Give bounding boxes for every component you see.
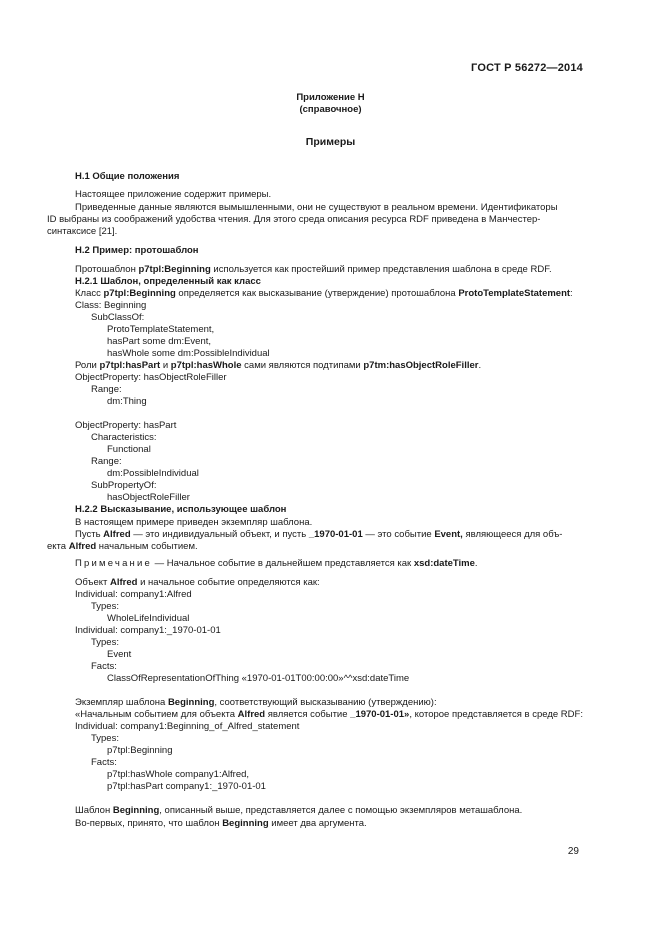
paragraph: В настоящем примере приведен экземпляр шаблона. [75,517,313,528]
paragraph: ID выбраны из соображений удобства чтения. Для этого среда описания ресурса RDF приведена в Манчестер- [47,214,541,225]
code-line: p7tpl:hasPart company1:_1970-01-01 [107,781,266,792]
code-line: SubClassOf: [91,312,145,323]
code-line: Individual: company1:Beginning_of_Alfred_statement [75,721,300,732]
paragraph: Приведенные данные являются вымышленными, они не существуют в реальном времени. Идентификаторы [75,202,558,213]
code-line: Event [107,649,132,660]
appendix-heading: Примеры [305,136,356,148]
code-line: Class: Beginning [75,300,147,311]
code-line: ObjectProperty: hasPart [75,420,177,431]
paragraph: Во-первых, принято, что шаблон Beginning имеет два аргумента. [75,818,367,829]
paragraph: Роли p7tpl:hasPart и p7tpl:hasWhole сами являются подтипами p7tm:hasObjectRoleFiller. [75,360,482,371]
paragraph: Протошаблон p7tpl:Beginning используется как простейший пример представления шаблона в среде RDF. [75,264,552,275]
appendix-title: Приложение Н [296,92,365,103]
appendix-subtitle: (справочное) [299,104,362,115]
code-line: Functional [107,444,151,455]
paragraph: Экземпляр шаблона Beginning, соответствующий высказыванию (утверждению): [75,697,437,708]
code-line: hasPart some dm:Event, [107,336,212,347]
paragraph: синтаксисе [21]. [47,226,118,237]
code-line: p7tpl:Beginning [107,745,173,756]
code-line: Facts: [91,757,117,768]
standard-number: ГОСТ Р 56272—2014 [471,62,583,74]
code-line: ProtoTemplateStatement, [107,324,215,335]
code-line: ClassOfRepresentationOfThing «1970-01-01T00:00:00»^^xsd:dateTime [107,673,410,684]
page-number: 29 [567,846,579,857]
code-line: dm:PossibleIndividual [107,468,199,479]
code-line: Range: [91,456,122,467]
paragraph: Класс p7tpl:Beginning определяется как высказывание (утверждение) протошаблона ProtoTemplateStatement: [75,288,573,299]
code-line: Individual: company1:Alfred [75,589,192,600]
subsection-heading: Н.2.1 Шаблон, определенный как класс [75,276,261,287]
paragraph: Пусть Alfred — это индивидуальный объект, и пусть _1970-01-01 — это событие Event, являющееся для объ- [75,529,563,540]
code-line: ObjectProperty: hasObjectRoleFiller [75,372,227,383]
code-line: Types: [91,733,119,744]
code-line: Facts: [91,661,117,672]
code-line: WholeLifeIndividual [107,613,190,624]
code-line: hasWhole some dm:PossibleIndividual [107,348,270,359]
paragraph: екта Alfred начальным событием. [47,541,198,552]
section-heading: Н.2 Пример: протошаблон [75,245,199,256]
paragraph: Объект Alfred и начальное событие определяются как: [75,577,320,588]
code-line: dm:Thing [107,396,147,407]
code-line: Characteristics: [91,432,157,443]
code-line: Range: [91,384,122,395]
paragraph: Шаблон Beginning, описанный выше, представляется далее с помощью экземпляров меташаблона. [75,805,523,816]
section-heading: Н.1 Общие положения [75,171,180,182]
code-line: Types: [91,637,119,648]
code-line: Individual: company1:_1970-01-01 [75,625,221,636]
code-line: hasObjectRoleFiller [107,492,190,503]
code-line: SubPropertyOf: [91,480,157,491]
note: Примечание — Начальное событие в дальнейшем представляется как xsd:dateTime. [75,558,478,569]
subsection-heading: Н.2.2 Высказывание, использующее шаблон [75,504,287,515]
code-line: Types: [91,601,119,612]
code-line: p7tpl:hasWhole company1:Alfred, [107,769,250,780]
paragraph: Настоящее приложение содержит примеры. [75,189,272,200]
paragraph: «Начальным событием для объекта Alfred является событие _1970-01-01», которое представляется в среде RDF: [75,709,583,720]
